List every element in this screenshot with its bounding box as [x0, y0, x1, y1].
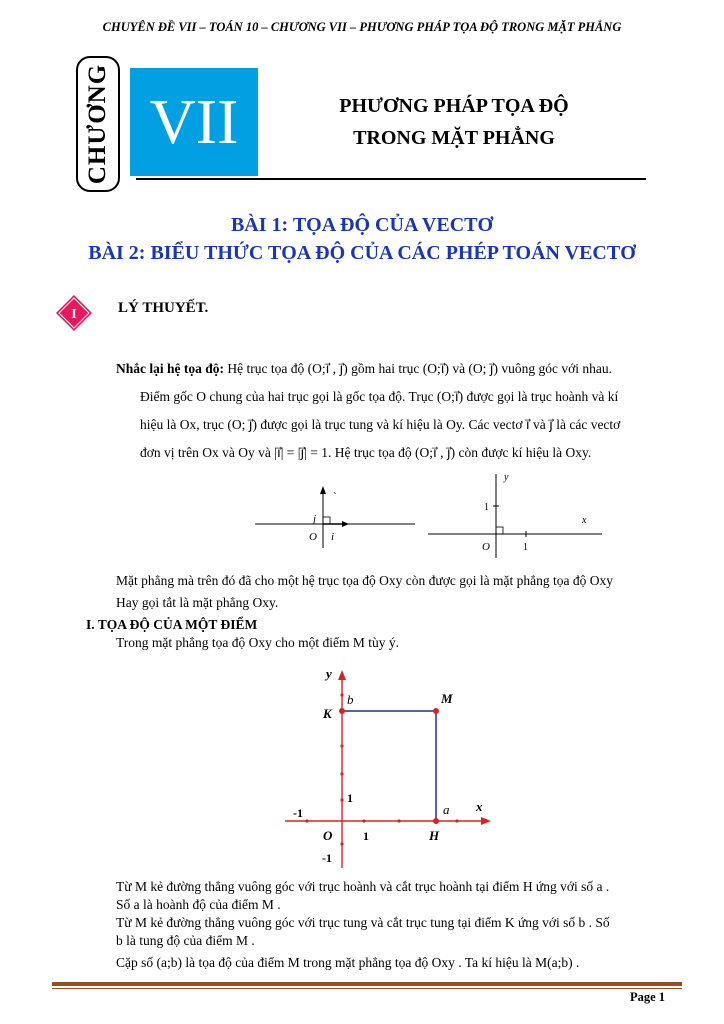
point-coordinates-figure: [285, 664, 500, 870]
fig3-y-arrowhead: [338, 670, 346, 680]
fig1-tick-mark: `: [333, 491, 337, 503]
point-section-title: I. TỌA ĐỘ CỦA MỘT ĐIỂM: [86, 617, 258, 632]
fig3-neg1-y: -1: [322, 851, 332, 865]
fig1-j-arrowhead: [320, 486, 326, 494]
page-number: Page 1: [630, 990, 666, 1004]
fig2-right-angle: [496, 527, 503, 534]
fig3-one-y: 1: [347, 791, 353, 805]
footer-rule: [52, 982, 682, 986]
explain-line5: Cặp số (a;b) là tọa độ của điểm M trong mặt phẳng tọa độ Oxy . Ta kí hiệu là M(a;b) .: [116, 955, 580, 970]
fig2-one-y: 1: [484, 502, 489, 513]
fig2-x-label: x: [582, 515, 587, 526]
recall-line1: [116, 358, 686, 380]
fig3-k-label: K: [323, 706, 332, 721]
chapter-label-box: [76, 56, 120, 192]
fig3-x-arrowhead: [481, 817, 491, 825]
fig1-i-arrowhead: [342, 521, 349, 527]
fig3-y-label: y: [326, 666, 332, 681]
recall-label: Nhắc lại hệ tọa độ:: [116, 361, 224, 376]
fig3-b-label: b: [347, 692, 354, 707]
fig3-a-label: a: [443, 802, 450, 817]
fig1-j-label: j: [313, 513, 317, 525]
recall-text1: Hệ trục tọa độ (O;i⃗ , j⃗) gồm hai trục (O;i⃗) và (O; j⃗) vuông góc với nhau.: [224, 361, 613, 376]
running-header: CHUYÊN ĐỀ VII – TOÁN 10 – CHƯƠNG VII – PHƯƠNG PHÁP TỌA ĐỘ TRONG MẶT PHẲNG: [102, 20, 622, 34]
lesson1-title: BÀI 1: TỌA ĐỘ CỦA VECTƠ: [230, 214, 494, 236]
fig2-one-x: 1: [523, 542, 528, 553]
chapter-title-line1: PHƯƠNG PHÁP TỌA ĐỘ: [339, 95, 569, 117]
fig3-point-k: [339, 708, 345, 714]
recall-line2: Điểm gốc O chung của hai trục gọi là gốc tọa độ. Trục (O;i⃗) được gọi là trục hoành và kí: [140, 389, 619, 404]
fig3-one-x: 1: [363, 829, 369, 843]
point-section-intro: Trong mặt phẳng tọa độ Oxy cho một điểm M tùy ý.: [116, 635, 399, 650]
chapter-rule: [136, 178, 646, 180]
explain-line3: Từ M kẻ đường thẳng vuông góc với trục tung và cắt trục tung tại điểm K ứng với số b . Số: [116, 915, 610, 930]
chapter-title-line2: TRONG MẶT PHẲNG: [353, 127, 555, 149]
axes-unit-figure: [428, 468, 608, 558]
chapter-title: [290, 90, 618, 154]
fig2-y-label: y: [504, 472, 509, 483]
plane-line1: Mặt phẳng mà trên đó đã cho một hệ trục tọa độ Oxy còn được gọi là mặt phẳng tọa độ Oxy: [116, 573, 613, 588]
explain-line2: Số a là hoành độ của điểm M .: [116, 897, 281, 912]
fig3-o-label: O: [323, 828, 333, 843]
fig2-o-label: O: [482, 541, 490, 553]
fig1-o-label: O: [309, 531, 317, 543]
recall-line4: đơn vị trên Ox và Oy và |i⃗| = |j⃗| = 1. Hệ trục tọa độ (O;i⃗ , j⃗) còn được kí hiệu là Oxy.: [140, 445, 592, 460]
fig3-x-label: x: [476, 799, 483, 814]
explain-line4: b là tung độ của điểm M .: [116, 933, 255, 948]
lesson2-title: BÀI 2: BIỂU THỨC TỌA ĐỘ CỦA CÁC PHÉP TOÁN VECTƠ: [88, 242, 636, 264]
fig1-i-label: i: [331, 531, 335, 543]
section-title: LÝ THUYẾT.: [118, 300, 209, 316]
fig3-h-label: H: [429, 828, 440, 843]
fig3-neg1-x: -1: [293, 806, 303, 820]
section-number: I: [71, 307, 77, 322]
fig3-point-h: [433, 818, 439, 824]
recall-line3: hiệu là Ox, trục (O; j⃗) được gọi là trục tung và kí hiệu là Oy. Các vectơ i⃗ và j⃗ là các vectơ: [140, 417, 621, 432]
fig3-point-m: [433, 708, 439, 714]
chapter-label: CHƯƠNG: [84, 63, 111, 185]
fig3-m-label: M: [441, 691, 453, 706]
footer-rule-thin: [52, 988, 682, 989]
plane-line2: Hay gọi tắt là mặt phẳng Oxy.: [116, 595, 279, 610]
explain-line1: Từ M kẻ đường thẳng vuông góc với trục hoành và cắt trục hoành tại điểm H ứng với số a .: [116, 879, 610, 894]
section-diamond-icon: [56, 295, 92, 331]
unit-vector-figure: [255, 480, 420, 550]
fig1-right-angle: [323, 517, 330, 524]
chapter-number: VII: [130, 68, 258, 176]
